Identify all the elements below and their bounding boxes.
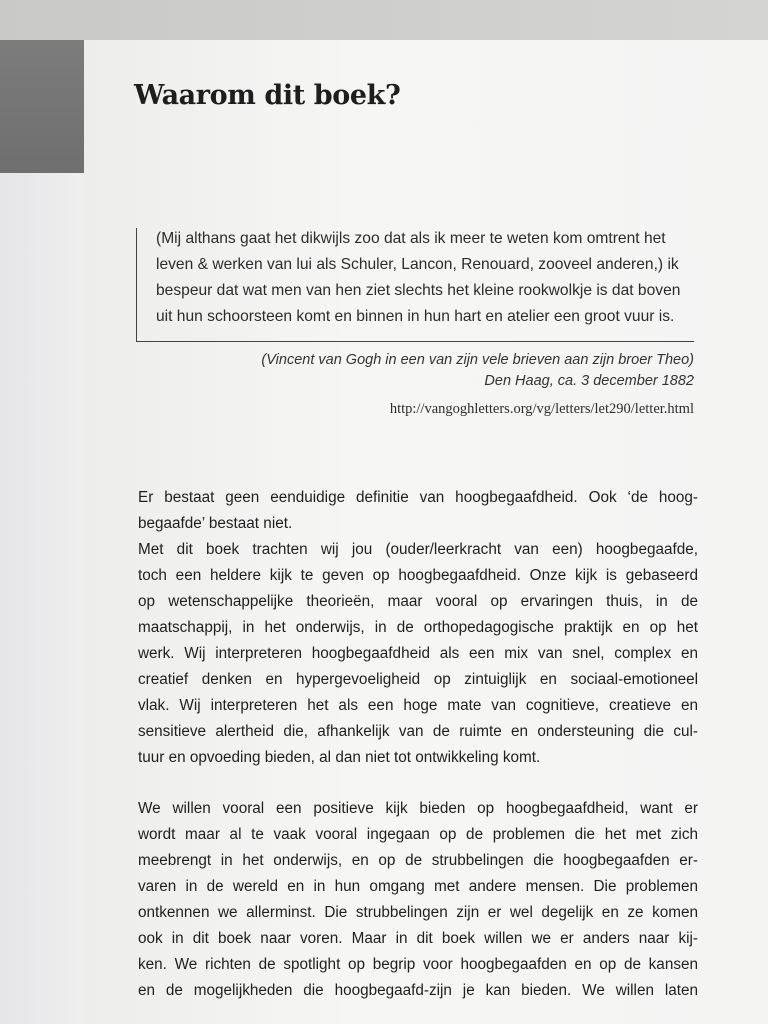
quote-attribution — [261, 350, 694, 392]
paragraph-1 — [138, 485, 698, 771]
quote-line: uit hun schoorsteen komt en binnen in hun hart en atelier een groot vuur is. — [156, 308, 675, 325]
text-line: ontkennen we allerminst. Die strubbelingen zijn er wel degelijk en ze komen — [138, 904, 698, 921]
facing-page-edge — [0, 173, 84, 1024]
chapter-grey-block — [0, 40, 84, 173]
text-line: tuur en opvoeding bieden, al dan niet tot ontwikkeling komt. — [138, 749, 541, 766]
text-line: werk. Wij interpreteren hoogbegaafdheid als een mix van snel, complex en — [138, 645, 698, 662]
attribution-date: Den Haag, ca. 3 december 1882 — [484, 373, 694, 389]
text-line: wordt maar al te vaak vooral ingegaan op de problemen die het met zich — [138, 826, 698, 843]
text-line: Er bestaat geen eenduidige definitie van hoogbegaafdheid. Ook ‘de hoog- — [138, 489, 698, 506]
text-line: ken. We richten de spotlight op begrip voor hoogbegaafden en op de kansen — [138, 956, 698, 973]
paragraph-2 — [138, 796, 698, 1004]
text-line: Met dit boek trachten wij jou (ouder/leerkracht van een) hoogbegaafde, — [138, 541, 698, 558]
text-line: varen in de wereld en in hun omgang met andere mensen. Die problemen — [138, 878, 698, 895]
text-line: maatschappij, in het onderwijs, in de orthopedagogische praktijk en op het — [138, 619, 698, 636]
text-line: begaafde’ bestaat niet. — [138, 515, 293, 532]
quote-line: leven & werken van lui als Schuler, Lancon, Renouard, zooveel anderen,) ik — [156, 256, 679, 273]
text-line: en de mogelijkheden die hoogbegaafd-zijn je kan bieden. We willen laten — [138, 982, 698, 999]
background-top-band — [0, 0, 768, 42]
text-line: meebrengt in het onderwijs, en op de strubbelingen die hoogbegaafden er- — [138, 852, 698, 869]
quote-line: (Mij althans gaat het dikwijls zoo dat als ik meer te weten kom omtrent het — [156, 230, 666, 247]
text-line: creatief denken en hypergevoeligheid op zintuiglijk en sociaal-emotioneel — [138, 671, 698, 688]
text-line: op wetenschappelijke theorieën, maar vooral op ervaringen thuis, in de — [138, 593, 698, 610]
text-line: We willen vooral een positieve kijk bieden op hoogbegaafdheid, want er — [138, 800, 698, 817]
attribution-source: (Vincent van Gogh in een van zijn vele brieven aan zijn broer Theo) — [261, 352, 694, 368]
page-title: Waarom dit boek? — [134, 80, 401, 111]
text-line: toch een heldere kijk te geven op hoogbegaafdheid. Onze kijk is gebaseerd — [138, 567, 698, 584]
text-line: sensitieve alertheid die, afhankelijk van de ruimte en ondersteuning die cul- — [138, 723, 698, 740]
source-url: http://vangoghletters.org/vg/letters/let290/letter.html — [389, 401, 694, 417]
text-line: vlak. Wij interpreteren het als een hoge mate van cognitieve, creatieve en — [138, 697, 698, 714]
quote-block — [136, 228, 694, 342]
quote-line: bespeur dat wat men van hen ziet slechts het kleine rookwolkje is dat boven — [156, 282, 681, 299]
text-line: ook in dit boek naar voren. Maar in dit boek willen we er anders naar kij- — [138, 930, 698, 947]
